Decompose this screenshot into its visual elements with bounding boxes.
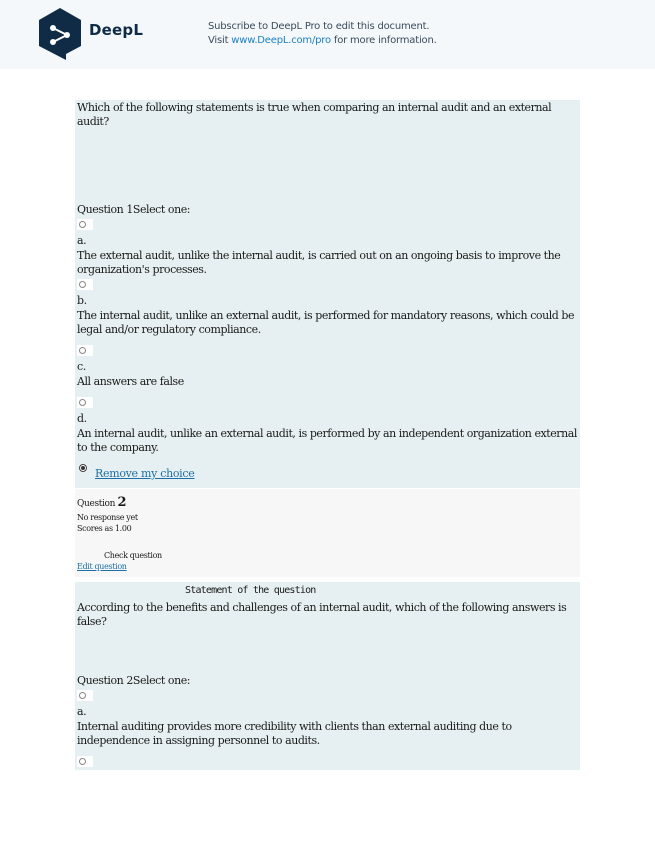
q2-option-a-radio[interactable] (77, 690, 93, 701)
option-a-text: The external audit, unlike the internal audit, is carried out on an ongoing basis to improve the organization's processes. (77, 249, 561, 276)
check-question-button[interactable]: Check question (104, 551, 162, 560)
option-b-radio[interactable] (77, 279, 93, 290)
question-label: Question (77, 499, 116, 509)
option-b-text: The internal audit, unlike an external audit, is performed for mandatory reasons, which could be legal and/or regulatory compliance. (77, 309, 575, 336)
brand-name: DeepL (89, 21, 144, 39)
q2-option-a-letter: a. (77, 705, 87, 718)
promo-prefix: Visit (208, 35, 232, 46)
remove-choice-link[interactable]: Remove my choice (95, 467, 195, 480)
option-a-radio[interactable] (77, 219, 93, 230)
option-c-radio[interactable] (77, 345, 93, 356)
statement-header: Statement of the question (185, 585, 316, 596)
promo-text (208, 20, 437, 48)
question-1-text: Which of the following statements is true when comparing an internal audit and an external audit? (77, 101, 552, 128)
option-c-text: All answers are false (77, 375, 184, 388)
question-2-select-label: Question 2Select one: (77, 674, 191, 687)
option-a-letter: a. (77, 234, 87, 247)
q2-option-b-radio[interactable] (77, 756, 93, 767)
deepl-pro-link[interactable]: www.DeepL.com/pro (231, 35, 331, 46)
question-2-status: No response yet (77, 513, 138, 522)
question-number: 2 (117, 495, 127, 510)
question-1-select-label: Question 1Select one: (77, 203, 191, 216)
question-2-number-label (77, 497, 126, 510)
option-d-text: An internal audit, unlike an external audit, is performed by an independent organization external to the company. (77, 427, 577, 454)
promo-line-1: Subscribe to DeepL Pro to edit this document. (208, 21, 430, 32)
option-c-letter: c. (77, 360, 86, 373)
question-2-text: According to the benefits and challenges of an internal audit, which of the following answers is false? (77, 601, 567, 628)
deepl-banner (0, 0, 655, 69)
question-2-score: Scores as 1.00 (77, 524, 132, 533)
option-d-radio[interactable] (77, 397, 93, 408)
option-d-letter: d. (77, 412, 87, 425)
q2-option-a-text: Internal auditing provides more credibility with clients than external auditing due to independence in assigning personnel to audits. (77, 720, 512, 747)
promo-suffix: for more information. (330, 35, 437, 46)
option-b-letter: b. (77, 294, 87, 307)
deepl-logo-icon (39, 8, 81, 60)
edit-question-link[interactable]: Edit question (77, 562, 127, 571)
remove-choice-radio[interactable] (79, 464, 87, 472)
question-2-info-panel (75, 489, 580, 577)
promo-line-2 (208, 34, 437, 48)
